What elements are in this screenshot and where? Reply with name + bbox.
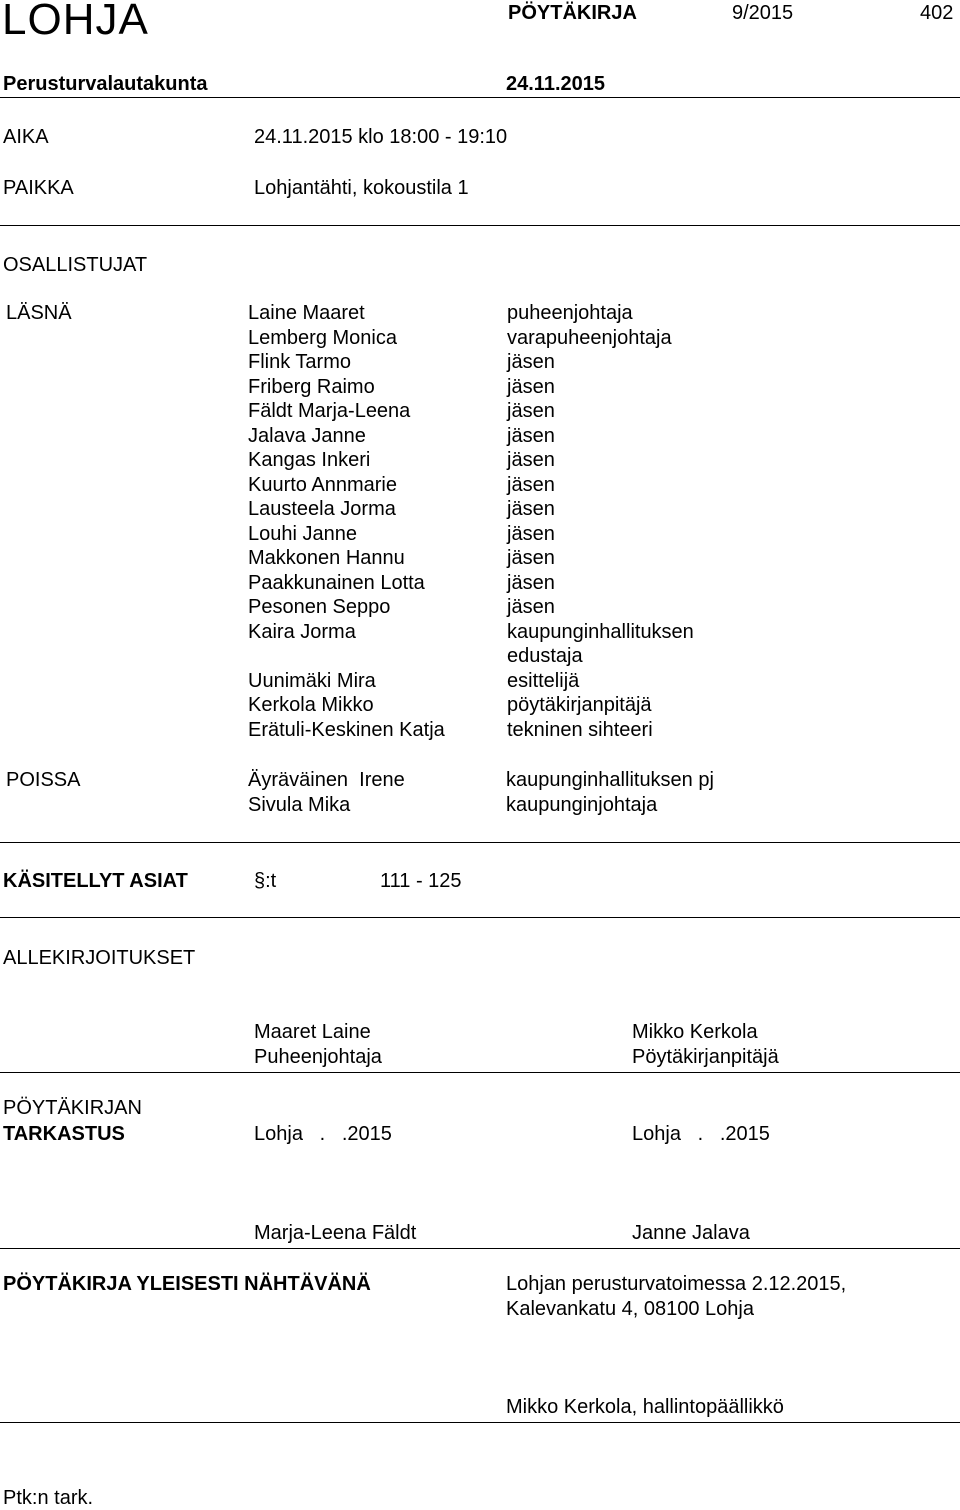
signer1-title: Puheenjohtaja — [254, 1046, 382, 1068]
absent-name: Äyräväinen Irene — [248, 769, 405, 791]
reviewer2-name: Janne Jalava — [632, 1222, 750, 1244]
participants-title: OSALLISTUJAT — [3, 254, 148, 276]
header-date: 24.11.2015 — [506, 73, 605, 95]
document-number: 9/2015 — [732, 2, 794, 24]
participant-name: Pesonen Seppo — [248, 596, 391, 618]
public-place-line2: Kalevankatu 4, 08100 Lohja — [506, 1298, 754, 1320]
section-mark: §:t — [254, 870, 277, 892]
signer1-name: Maaret Laine — [254, 1021, 371, 1043]
participant-name: Fäldt Marja-Leena — [248, 400, 411, 422]
public-signer: Mikko Kerkola, hallintopäällikkö — [506, 1396, 784, 1418]
divider-meeting — [0, 225, 960, 226]
participant-role: esittelijä — [507, 669, 580, 692]
absent-role: kaupunginjohtaja — [506, 793, 658, 816]
participant-name: Lausteela Jorma — [248, 498, 396, 520]
public-label: PÖYTÄKIRJA YLEISESTI NÄHTÄVÄNÄ — [3, 1273, 371, 1295]
participant-role: jäsen — [507, 400, 555, 422]
committee-name: Perusturvalautakunta — [3, 73, 208, 95]
participant-name: Kerkola Mikko — [248, 694, 374, 716]
reviewer1-name: Marja-Leena Fäldt — [254, 1222, 417, 1244]
footer-note: Ptk:n tark. — [3, 1487, 94, 1509]
participant-name: Lemberg Monica — [248, 326, 397, 349]
participant-name: Jalava Janne — [248, 424, 366, 447]
present-label: LÄSNÄ — [6, 302, 72, 324]
absent-role: kaupunginhallituksen pj — [506, 769, 714, 791]
participant-role: pöytäkirjanpitäjä — [507, 694, 652, 716]
participant-role: kaupunginhallituksen — [507, 620, 694, 643]
participant-name: Kaira Jorma — [248, 620, 356, 643]
divider-review — [0, 1248, 960, 1249]
signer2-name: Mikko Kerkola — [632, 1021, 758, 1043]
participant-name: Uunimäki Mira — [248, 669, 376, 692]
participant-role: jäsen — [507, 571, 555, 594]
document-type: PÖYTÄKIRJA — [508, 2, 637, 24]
participant-name: Laine Maaret — [248, 302, 365, 324]
items-range: 111 - 125 — [380, 870, 462, 892]
place-label: PAIKKA — [3, 177, 74, 199]
header-divider — [0, 97, 960, 98]
participant-role: jäsen — [507, 522, 555, 545]
divider-participants — [0, 842, 960, 843]
participant-role: jäsen — [507, 449, 555, 471]
city-logo: LOHJA — [2, 0, 149, 44]
participant-role: jäsen — [507, 473, 555, 496]
time-value: 24.11.2015 klo 18:00 - 19:10 — [254, 126, 508, 148]
divider-public — [0, 1422, 960, 1423]
page-number: 402 — [920, 2, 954, 24]
participant-role: jäsen — [507, 547, 555, 569]
participant-name: Friberg Raimo — [248, 375, 375, 398]
participant-name: Paakkunainen Lotta — [248, 571, 425, 594]
divider-signatures — [0, 1072, 960, 1073]
time-label: AIKA — [3, 126, 49, 148]
participant-name: Flink Tarmo — [248, 351, 351, 373]
participant-role: puheenjohtaja — [507, 302, 633, 324]
signer2-title: Pöytäkirjanpitäjä — [632, 1046, 779, 1068]
participant-role-continued: edustaja — [507, 645, 583, 667]
participant-name: Erätuli-Keskinen Katja — [248, 718, 445, 741]
absent-name: Sivula Mika — [248, 793, 351, 816]
participant-name: Makkonen Hannu — [248, 547, 405, 569]
public-place-line1: Lohjan perusturvatoimessa 2.12.2015, — [506, 1273, 847, 1295]
divider-items — [0, 917, 960, 918]
participant-role: jäsen — [507, 424, 555, 447]
place-value: Lohjantähti, kokoustila 1 — [254, 177, 469, 199]
participant-role: tekninen sihteeri — [507, 718, 653, 741]
participant-name: Louhi Janne — [248, 522, 357, 545]
absent-label: POISSA — [6, 769, 81, 791]
review-label-line2: TARKASTUS — [3, 1123, 125, 1145]
participant-role: jäsen — [507, 375, 555, 398]
participant-role: jäsen — [507, 596, 555, 618]
participant-role: varapuheenjohtaja — [507, 326, 672, 349]
participant-name: Kuurto Annmarie — [248, 473, 397, 496]
signatures-label: ALLEKIRJOITUKSET — [3, 947, 196, 969]
items-label: KÄSITELLYT ASIAT — [3, 870, 188, 892]
review-place-date-1: Lohja . .2015 — [254, 1123, 392, 1145]
participant-role: jäsen — [507, 498, 555, 520]
participant-role: jäsen — [507, 351, 555, 373]
review-label-line1: PÖYTÄKIRJAN — [3, 1097, 142, 1119]
participant-name: Kangas Inkeri — [248, 449, 371, 471]
review-place-date-2: Lohja . .2015 — [632, 1123, 770, 1145]
